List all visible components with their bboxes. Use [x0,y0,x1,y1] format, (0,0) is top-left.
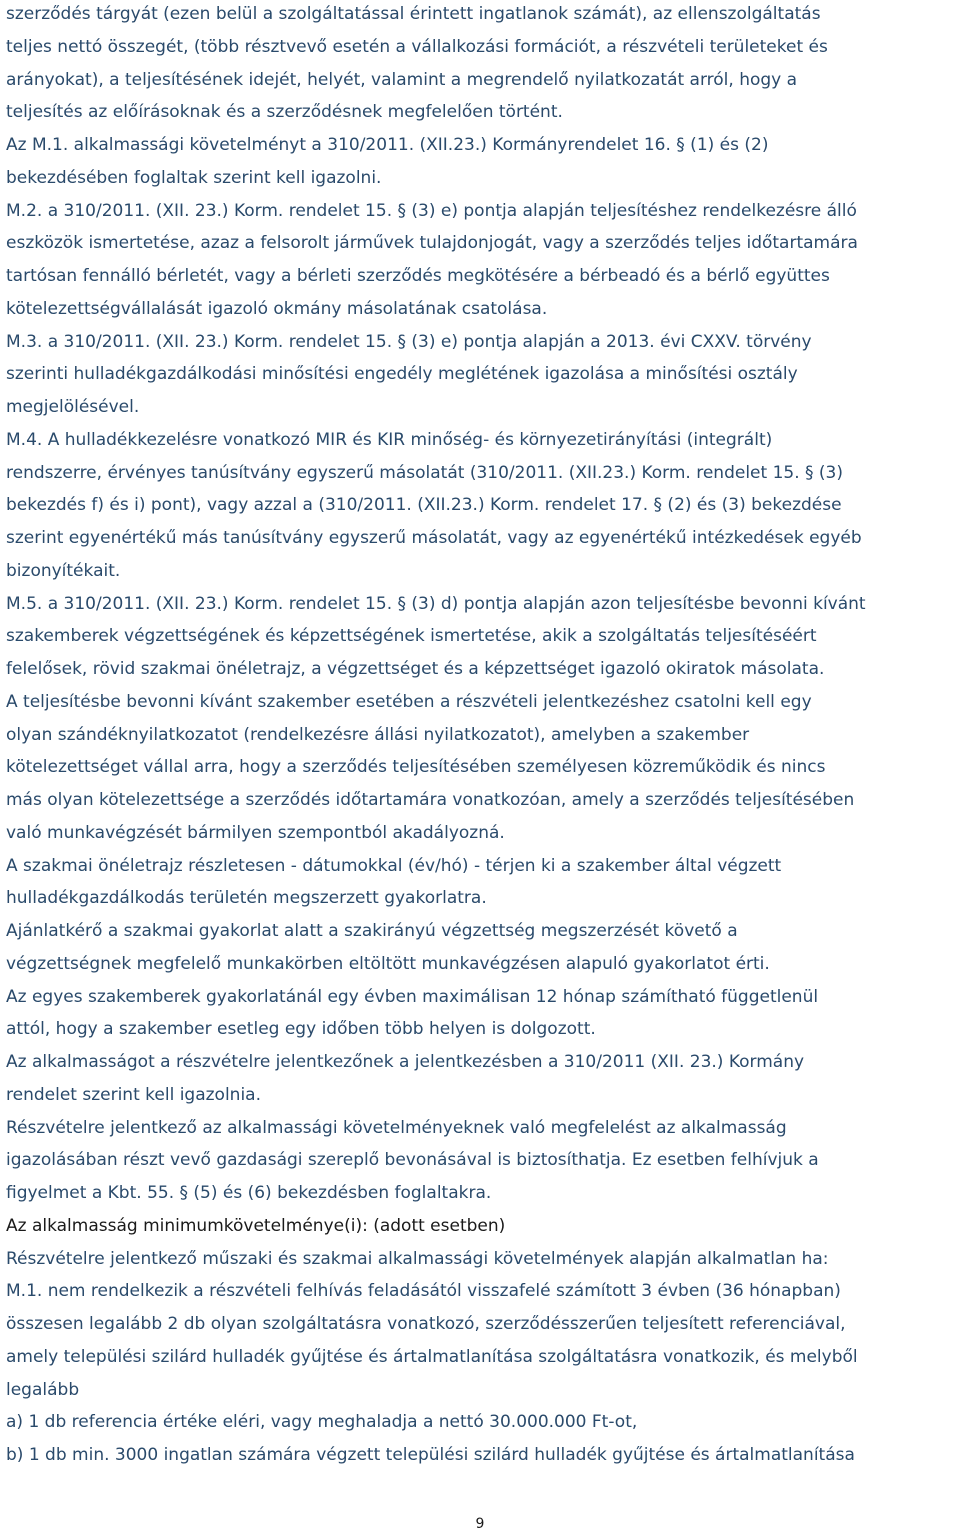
text-line: végzettségnek megfelelő munkakörben eltöltött munkavégzésen alapuló gyakorlatot érti. [6,954,770,974]
text-line: bekezdésében foglaltak szerint kell igazolni. [6,168,382,188]
section-heading: Az alkalmasság minimumkövetelménye(i): (adott esetben) [6,1216,506,1236]
text-line: A teljesítésbe bevonni kívánt szakember esetében a részvételi jelentkezéshez csatolni kell egy [6,692,812,712]
text-line: M.1. nem rendelkezik a részvételi felhívás feladásától visszafelé számított 3 évben (36 hónapban) [6,1281,841,1301]
text-line: legalább [6,1380,80,1400]
text-line: Részvételre jelentkező az alkalmassági követelményeknek való megfelelést az alkalmasság [6,1118,787,1138]
text-line: A szakmai önéletrajz részletesen - dátumokkal (év/hó) - térjen ki a szakember által végzett [6,856,782,876]
text-line: kötelezettségvállalását igazoló okmány másolatának csatolása. [6,299,548,319]
text-line: teljes nettó összegét, (több résztvevő esetén a vállalkozási formációt, a részvételi területeket és [6,37,828,57]
text-line: szakemberek végzettségének és képzettségének ismertetése, akik a szolgáltatás teljesítéséért [6,626,817,646]
text-line: Az M.1. alkalmassági követelményt a 310/2011. (XII.23.) Kormányrendelet 16. § (1) és (2) [6,135,769,155]
text-line: M.5. a 310/2011. (XII. 23.) Korm. rendelet 15. § (3) d) pontja alapján azon teljesítésbe bevonni kívánt [6,594,866,614]
text-line: hulladékgazdálkodás területén megszerzett gyakorlatra. [6,888,487,908]
text-line: kötelezettséget vállal arra, hogy a szerződés teljesítésében személyesen közreműködik és nincs [6,757,826,777]
text-line: bekezdés f) és i) pont), vagy azzal a (310/2011. (XII.23.) Korm. rendelet 17. § (2) és (3) bekezdése [6,495,842,515]
text-line: b) 1 db min. 3000 ingatlan számára végzett települési szilárd hulladék gyűjtése és ártalmatlanítása [6,1445,855,1465]
text-line: igazolásában részt vevő gazdasági szereplő bevonásával is biztosíthatja. Ez esetben felhívjuk a [6,1150,819,1170]
text-line: más olyan kötelezettsége a szerződés időtartamára vonatkozóan, amely a szerződés teljesítésében [6,790,855,810]
text-line: M.2. a 310/2011. (XII. 23.) Korm. rendelet 15. § (3) e) pontja alapján teljesítéshez rendelkezésre álló [6,201,857,221]
page-number: 9 [475,1516,485,1532]
text-line: M.4. A hulladékkezelésre vonatkozó MIR és KIR minőség- és környezetirányítási (integrált) [6,430,773,450]
text-line: Az alkalmasságot a részvételre jelentkezőnek a jelentkezésben a 310/2011 (XII. 23.) Kormány [6,1052,805,1072]
text-line: M.3. a 310/2011. (XII. 23.) Korm. rendelet 15. § (3) e) pontja alapján a 2013. évi CXXV. törvény [6,332,812,352]
text-line: bizonyítékait. [6,561,121,581]
text-line: a) 1 db referencia értéke eléri, vagy meghaladja a nettó 30.000.000 Ft-ot, [6,1412,638,1432]
text-line: teljesítés az előírásoknak és a szerződésnek megfelelően történt. [6,102,563,122]
text-line: tartósan fennálló bérletét, vagy a bérleti szerződés megkötésére a bérbeadó és a bérlő együttes [6,266,830,286]
text-line: szerződés tárgyát (ezen belül a szolgáltatással érintett ingatlanok számát), az ellenszolgáltatás [6,4,821,24]
text-line: rendelet szerint kell igazolnia. [6,1085,261,1105]
text-line: felelősek, rövid szakmai önéletrajz, a végzettséget és a képzettséget igazoló okiratok másolata. [6,659,825,679]
text-line: eszközök ismertetése, azaz a felsorolt járművek tulajdonjogát, vagy a szerződés teljes időtartamára [6,233,858,253]
text-line: szerinti hulladékgazdálkodási minősítési engedély meglétének igazolása a minősítési osztály [6,364,798,384]
text-line: Az egyes szakemberek gyakorlatánál egy évben maximálisan 12 hónap számítható függetlenül [6,987,819,1007]
text-line: megjelölésével. [6,397,140,417]
text-line: Ajánlatkérő a szakmai gyakorlat alatt a szakirányú végzettség megszerzését követő a [6,921,738,941]
text-line: attól, hogy a szakember esetleg egy időben több helyen is dolgozott. [6,1019,596,1039]
text-line: szerint egyenértékű más tanúsítvány egyszerű másolatát, vagy az egyenértékű intézkedések egyéb [6,528,862,548]
text-line: arányokat), a teljesítésének idejét, helyét, valamint a megrendelő nyilatkozatát arról, hogy a [6,70,798,90]
text-line: rendszerre, érvényes tanúsítvány egyszerű másolatát (310/2011. (XII.23.) Korm. rendelet 15. § (3) [6,463,844,483]
text-line: való munkavégzését bármilyen szempontból akadályozná. [6,823,505,843]
text-line: Részvételre jelentkező műszaki és szakmai alkalmassági követelmények alapján alkalmatlan ha: [6,1249,829,1269]
text-line: összesen legalább 2 db olyan szolgáltatásra vonatkozó, szerződésszerűen teljesített referenciával, [6,1314,846,1334]
text-line: figyelmet a Kbt. 55. § (5) és (6) bekezdésben foglaltakra. [6,1183,492,1203]
text-line: olyan szándéknyilatkozatot (rendelkezésre állási nyilatkozatot), amelyben a szakember [6,725,750,745]
text-line: amely települési szilárd hulladék gyűjtése és ártalmatlanítása szolgáltatásra vonatkozik, és melyből [6,1347,858,1367]
